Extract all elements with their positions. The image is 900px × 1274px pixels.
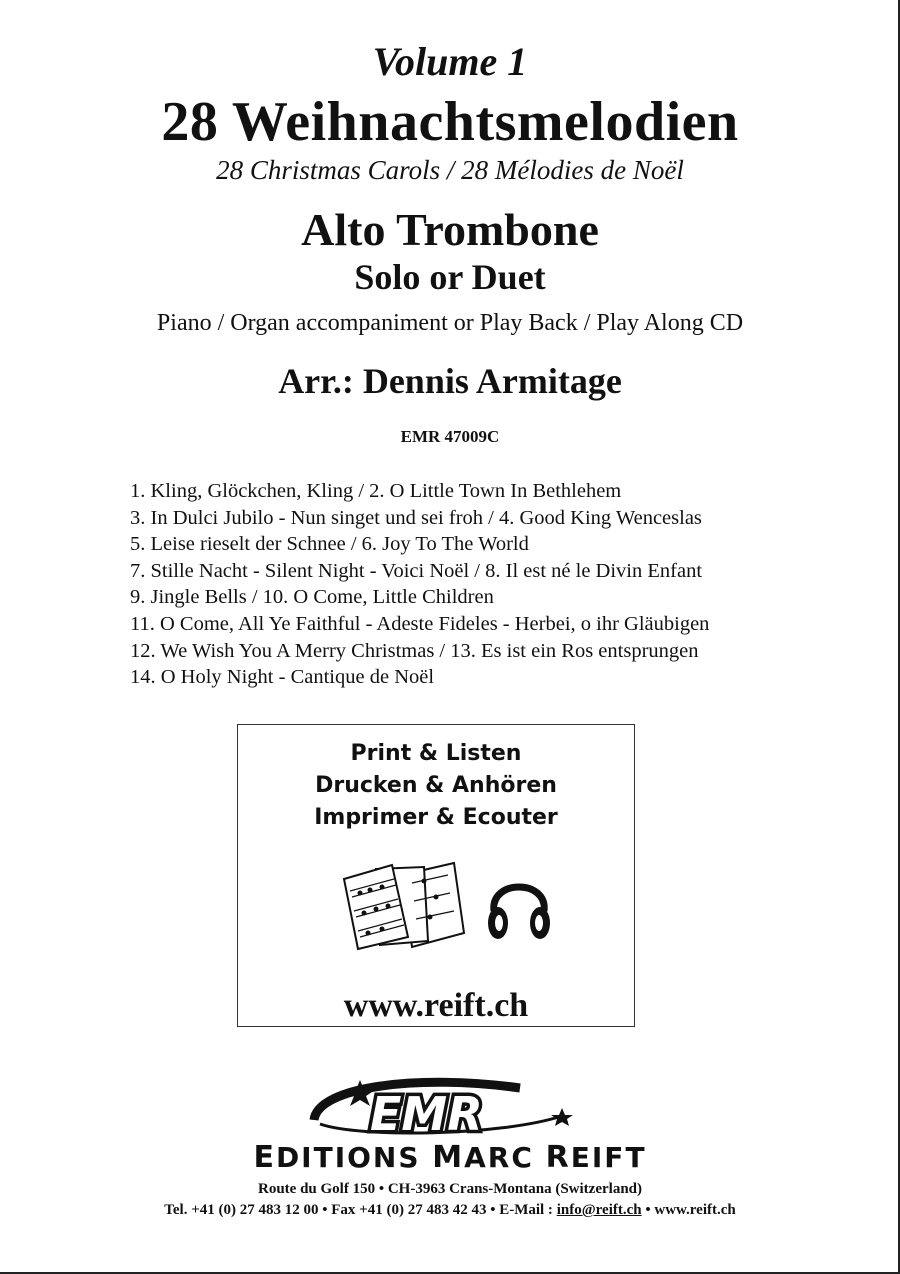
publisher-word: EIFT [570, 1141, 647, 1174]
publisher-initial: E [253, 1140, 276, 1175]
page-title: 28 Weihnachtsmelodien [161, 91, 739, 153]
email-link[interactable]: info@reift.ch [556, 1202, 642, 1218]
instrument-heading: Alto Trombone [301, 204, 599, 255]
list-item: 11. O Come, All Ye Faithful - Adeste Fideles - Herbei, o ihr Gläubigen [130, 612, 710, 635]
catalog-number: EMR 47009C [400, 427, 500, 446]
list-item: 14. O Holy Night - Cantique de Noël [130, 666, 435, 689]
promo-line-german: Drucken & Anhören [315, 773, 557, 798]
list-item: 12. We Wish You A Merry Christmas / 13. Es ist ein Ros entsprungen [130, 639, 699, 662]
print-listen-box [237, 724, 635, 1027]
publisher-initial: R [545, 1140, 571, 1175]
publisher-name [0, 1140, 900, 1175]
contact-phone-fax: Tel. +41 (0) 27 483 12 00 • Fax +41 (0) 27 483 42 43 • E-Mail : [164, 1202, 557, 1218]
list-item: 3. In Dulci Jubilo - Nun singet und sei froh / 4. Good King Wenceslas [130, 506, 702, 529]
accompaniment-note: Piano / Organ accompaniment or Play Back / Play Along CD [156, 310, 744, 336]
emr-logo-text: EMR [370, 1087, 483, 1141]
list-item: 1. Kling, Glöckchen, Kling / 2. O Little Town In Bethlehem [130, 480, 622, 502]
sheet-music-icon [336, 857, 472, 953]
format-heading: Solo or Duet [354, 257, 546, 297]
promo-line-french: Imprimer & Ecouter [314, 805, 558, 830]
publisher-initial: M [432, 1140, 465, 1175]
promo-line-english: Print & Listen [350, 741, 522, 766]
list-item: 9. Jingle Bells / 10. O Come, Little Children [130, 586, 494, 609]
publisher-word: ARC [464, 1141, 546, 1174]
publisher-contact [0, 1202, 900, 1219]
subtitle: 28 Christmas Carols / 28 Mélodies de Noël [216, 155, 684, 185]
publisher-address: Route du Golf 150 • CH-3963 Crans-Montana (Switzerland) [258, 1181, 642, 1197]
website-url: www.reift.ch [343, 987, 529, 1024]
arranger-credit: Arr.: Dennis Armitage [278, 361, 622, 401]
list-item: 5. Leise rieselt der Schnee / 6. Joy To The World [130, 533, 529, 556]
volume-label: Volume 1 [372, 39, 528, 84]
contact-website: • www.reift.ch [641, 1202, 736, 1218]
list-item: 7. Stille Nacht - Silent Night - Voici Noël / 8. Il est né le Divin Enfant [130, 559, 703, 582]
publisher-word: DITIONS [275, 1141, 433, 1174]
headphones-icon [484, 865, 554, 945]
track-list [130, 478, 709, 691]
emr-logo [300, 1072, 590, 1142]
